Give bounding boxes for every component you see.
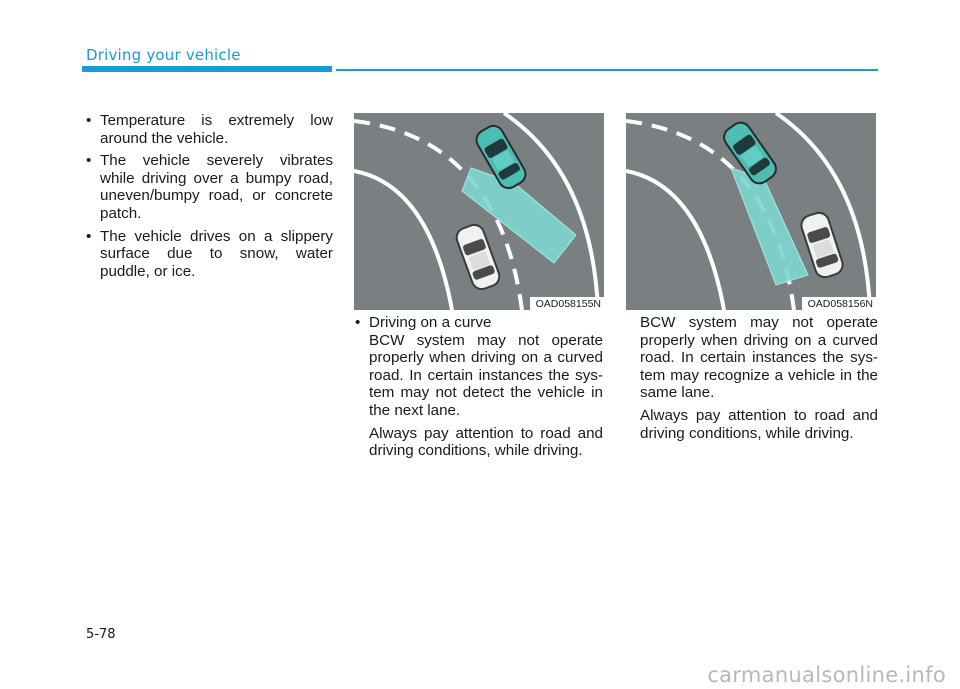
figure-curve-adjacent-lane bbox=[354, 113, 604, 310]
column-right bbox=[640, 314, 878, 442]
column-left bbox=[86, 112, 333, 285]
bullet-dot: • bbox=[355, 314, 361, 331]
list-item bbox=[355, 314, 603, 332]
list-item-text: Temperature is extremely low around the vehicle. bbox=[100, 112, 333, 147]
list-item bbox=[86, 112, 333, 147]
list-item-text: Driving on a curve bbox=[369, 314, 492, 331]
condition-list bbox=[86, 112, 333, 280]
figure-code: OAD058155N bbox=[530, 297, 604, 310]
road-illustration bbox=[354, 113, 604, 310]
condition-list bbox=[355, 314, 603, 332]
paragraph: BCW system may not operate properly when driving on a curved road. In certain instances the sys-tem may not detect the vehicle in the next lane. bbox=[369, 331, 603, 419]
paragraph: BCW system may not operate properly when driving on a curved road. In certain instances the sys-tem may recognize a vehicle in the same lane. bbox=[640, 314, 878, 402]
list-item bbox=[86, 228, 333, 281]
column-middle bbox=[355, 314, 603, 460]
list-item-text: The vehicle severely vibrates while driving over a bumpy road, uneven/bumpy road, or concrete patch. bbox=[100, 152, 333, 222]
watermark: carmanualsonline.info bbox=[707, 663, 946, 687]
list-item bbox=[86, 152, 333, 222]
list-item-text: The vehicle drives on a slippery surface due to snow, water puddle, or ice. bbox=[100, 227, 333, 280]
paragraph: Always pay attention to road and driving conditions, while driving. bbox=[369, 424, 603, 460]
road-illustration bbox=[626, 113, 876, 310]
paragraph: Always pay attention to road and driving conditions, while driving. bbox=[640, 406, 878, 442]
page-number: 5-78 bbox=[86, 627, 116, 642]
bullet-body bbox=[355, 332, 603, 460]
bullet-dot: • bbox=[86, 227, 92, 245]
figure-code: OAD058156N bbox=[802, 297, 876, 310]
bullet-dot: • bbox=[86, 112, 92, 129]
bullet-dot: • bbox=[86, 152, 92, 170]
figure-curve-same-lane bbox=[626, 113, 876, 310]
header-rule-thick bbox=[82, 66, 332, 72]
header-rule-thin bbox=[336, 69, 878, 71]
section-title: Driving your vehicle bbox=[86, 46, 241, 64]
